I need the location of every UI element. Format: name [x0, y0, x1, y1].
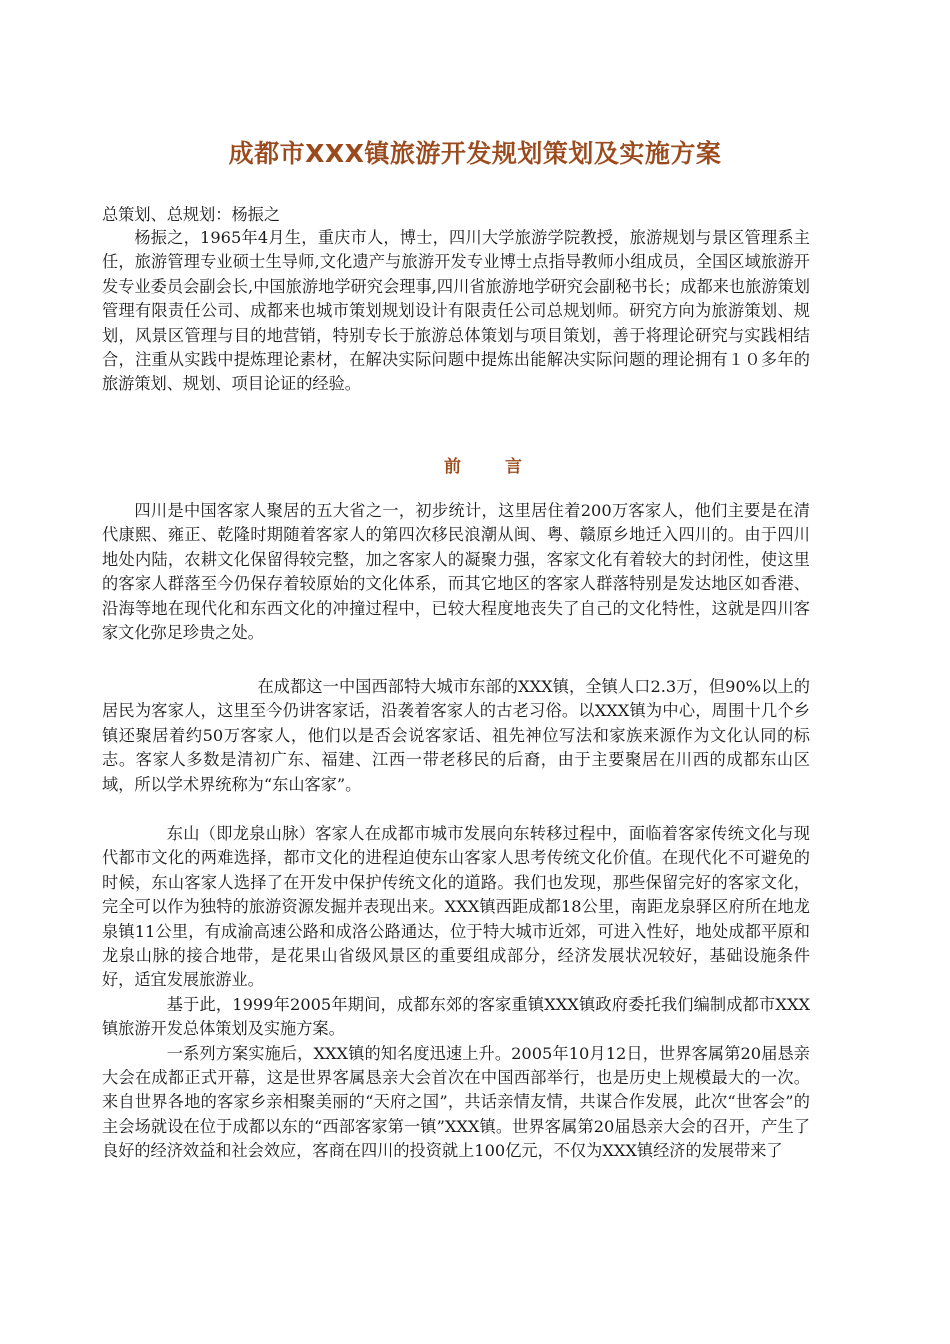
- author-line: 总策划、总规划：杨振之: [102, 205, 281, 224]
- author-bio-block: [102, 226, 810, 397]
- paragraph-1: 四川是中国客家人聚居的五大省之一，初步统计，这里居住着200万客家人，他们主要是在清代康熙、雍正、乾隆时期随着客家人的第四次移民浪潮从闽、粤、赣原乡地迁入四川的。由于四川地处内陆，农耕文化保留得较完整，加之客家人的凝聚力强，客家文化有着较大的封闭性，使这里的客家人群落至今仍保存着较原始的文化体系，而其它地区的客家人群落特别是发达地区如香港、沿海等地在现代化和东西文化的冲撞过程中，已较大程度地丧失了自己的文化特性，这就是四川客家文化弥足珍贵之处。: [102, 501, 810, 643]
- paragraph-3: 东山（即龙泉山脉）客家人在成都市城市发展向东转移过程中，面临着客家传统文化与现代都市文化的两难选择，都市文化的进程迫使东山客家人思考传统文化价值。在现代化不可避免的时候，东山客家人选择了在开发中保护传统文化的道路。我们也发现，那些保留完好的客家文化，完全可以作为独特的旅游资源发掘并表现出来。XXX镇西距成都18公里，南距龙泉驿区府所在地龙泉镇11公里，有成渝高速公路和成洛公路通达，位于特大城市近郊，可进入性好，地处成都平原和龙泉山脉的接合地带，是花果山省级风景区的重要组成部分，经济发展状况较好，基础设施条件好，适宜发展旅游业。: [102, 824, 810, 990]
- body-block-2: [102, 675, 810, 797]
- document-title: 成都市XXX镇旅游开发规划策划及实施方案: [228, 139, 722, 168]
- paragraph-2: 在成都这一中国西部特大城市东部的XXX镇，全镇人口2.3万，但90%以上的居民为客家人，这里至今仍讲客家话，沿袭着客家人的古老习俗。以XXX镇为中心，周围十几个乡镇还聚居着约50万客家人，他们以是否会说客家话、祖先神位写法和家族来源作为文化认同的标志。客家人多数是清初广东、福建、江西一带老移民的后裔，由于主要聚居在川西的成都东山区域，所以学术界统称为“东山客家”。: [102, 677, 810, 794]
- paragraph-4: 基于此，1999年2005年期间，成都东郊的客家重镇XXX镇政府委托我们编制成都市XXX镇旅游开发总体策划及实施方案。: [102, 994, 810, 1039]
- body-block-1: [102, 499, 810, 645]
- preface-heading: 前言: [444, 457, 566, 477]
- author-bio: 杨振之，1965年4月生，重庆市人，博士，四川大学旅游学院教授，旅游规划与景区管理系主任，旅游管理专业硕士生导师,文化遗产与旅游开发专业博士点指导教师小组成员，全国区域旅游开发专业委员会副会长,中国旅游地学研究会理事,四川省旅游地学研究会副秘书长；成都来也旅游策划管理有限责任公司、成都来也城市策划规划设计有限责任公司总规划师。研究方向为旅游策划、规划，风景区管理与目的地营销，特别专长于旅游总体策划与项目策划，善于将理论研究与实践相结合，注重从实践中提炼理论素材，在解决实际问题中提炼出能解决实际问题的理论拥有１０多年的旅游策划、规划、项目论证的经验。: [102, 228, 810, 394]
- body-block-3: [102, 822, 810, 1164]
- paragraph-5: 一系列方案实施后，XXX镇的知名度迅速上升。2005年10月12日，世界客属第20届恳亲大会在成都正式开幕，这是世界客属恳亲大会首次在中国西部举行，也是历史上规模最大的一次。来自世界各地的客家乡亲相聚美丽的“天府之国”，共话亲情友情，共谋合作发展，此次“世客会”的主会场就设在位于成都以东的“西部客家第一镇”XXX镇。世界客属第20届恳亲大会的召开，产生了良好的经济效益和社会效应，客商在四川的投资就上100亿元，不仅为XXX镇经济的发展带来了: [102, 1043, 810, 1161]
